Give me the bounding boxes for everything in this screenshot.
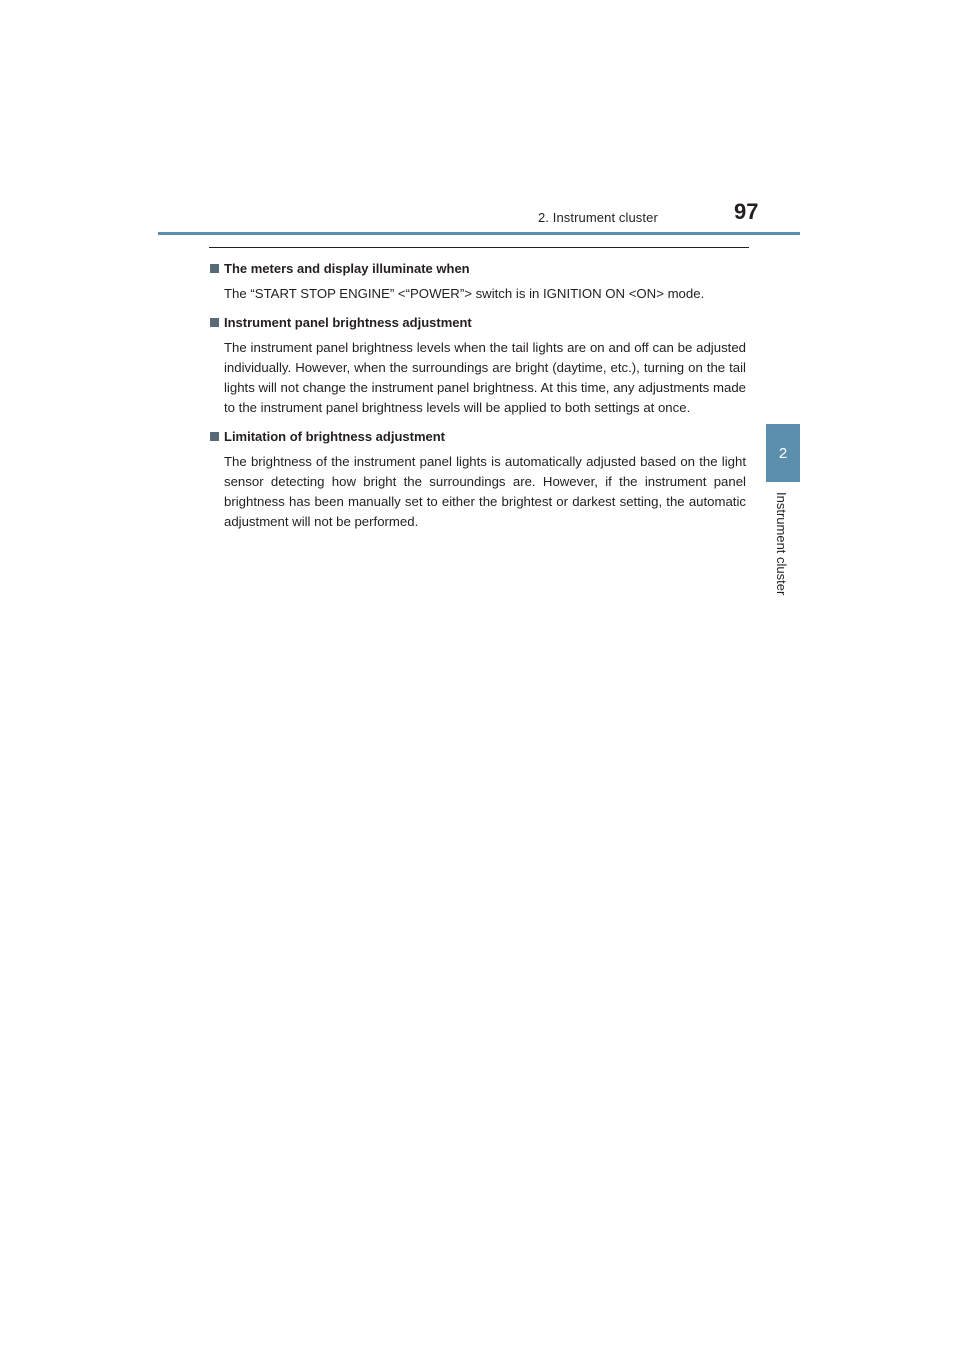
chapter-label: Instrument cluster [774,492,789,596]
section-heading [210,312,746,333]
section-heading [210,258,746,279]
chapter-tab[interactable] [766,424,800,482]
section-title: 2. Instrument cluster [538,210,658,225]
chapter-label-container [770,492,796,612]
square-bullet-icon [210,264,219,273]
section-body: The “START STOP ENGINE” <“POWER”> switch is in IGNITION ON <ON> mode. [224,286,705,301]
main-content [210,258,746,540]
section-heading-text: The meters and display illuminate when [224,261,470,276]
section-body: The brightness of the instrument panel lights is automatically adjusted based on the light sensor detecting how bright the surroundings are. However, if the instrument panel brightness has been manually set to either the brightest or darkest setting, the automatic adjustment will not be performed. [224,454,746,529]
header-divider [158,232,800,235]
square-bullet-icon [210,432,219,441]
section-meters-illuminate [210,258,746,304]
square-bullet-icon [210,318,219,327]
section-body: The instrument panel brightness levels when the tail lights are on and off can be adjusted individually. However, when the surroundings are bright (daytime, etc.), turning on the tail lights will not change the instrument panel brightness. At this time, any adjustments made to the instrument panel brightness levels will be applied to both settings at once. [224,340,746,415]
section-heading [210,426,746,447]
chapter-number: 2 [778,444,788,462]
page-number: 97 [734,199,759,224]
section-brightness-limitation [210,426,746,532]
section-heading-text: Instrument panel brightness adjustment [224,315,472,330]
section-brightness-adjustment [210,312,746,418]
section-heading-text: Limitation of brightness adjustment [224,429,446,444]
content-divider [209,247,749,248]
